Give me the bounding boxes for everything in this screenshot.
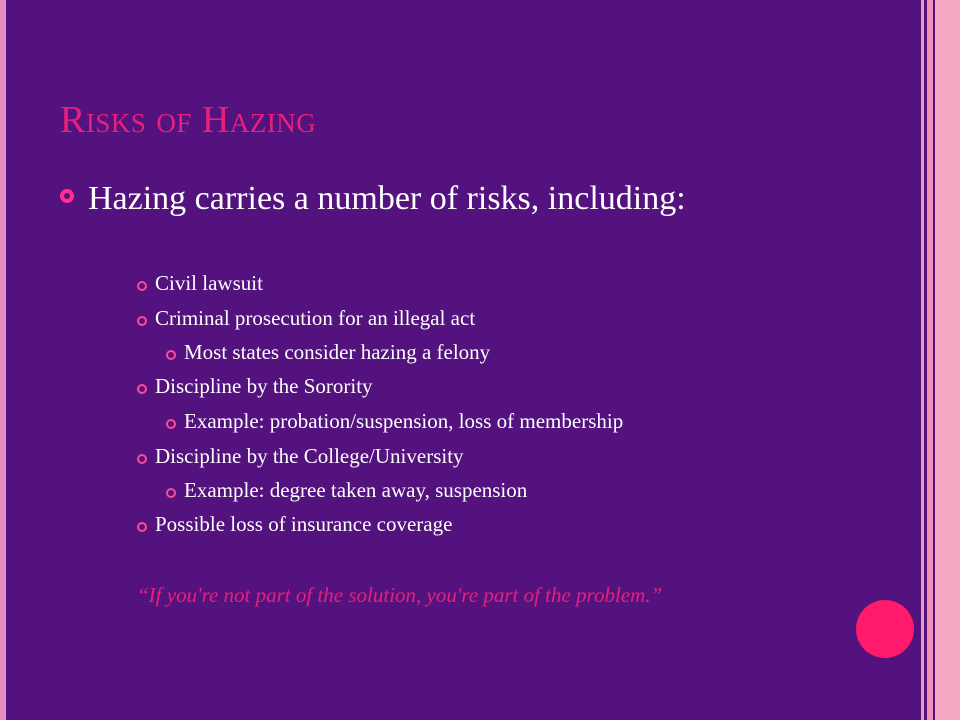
slide-title: Risks of Hazing [60,99,317,141]
bullet-ring-icon [137,454,147,464]
left-border-stripe [0,0,6,720]
right-border-stripe [935,0,960,720]
bullet-ring-icon [166,419,176,429]
right-border-stripe [927,0,933,720]
bullet-ring-icon [137,384,147,394]
quote-text: “If you're not part of the solution, you're part of the problem.” [137,583,663,607]
main-bullet-text: Hazing carries a number of risks, including: [88,180,686,217]
list-item: Discipline by the Sorority [155,374,373,398]
list-item: Discipline by the College/University [155,444,464,468]
bullet-ring-icon [137,281,147,291]
list-item: Criminal prosecution for an illegal act [155,306,476,330]
list-item: Most states consider hazing a felony [184,340,491,364]
list-item: Possible loss of insurance coverage [155,512,453,536]
list-item: Example: probation/suspension, loss of membership [184,409,624,433]
list-item: Civil lawsuit [155,271,263,295]
bullet-ring-icon [60,189,74,203]
decorative-circle [856,600,914,658]
right-border-stripe [921,0,924,720]
bullet-ring-icon [166,350,176,360]
bullet-ring-icon [137,522,147,532]
list-item: Example: degree taken away, suspension [184,478,528,502]
bullet-ring-icon [166,488,176,498]
bullet-ring-icon [137,316,147,326]
